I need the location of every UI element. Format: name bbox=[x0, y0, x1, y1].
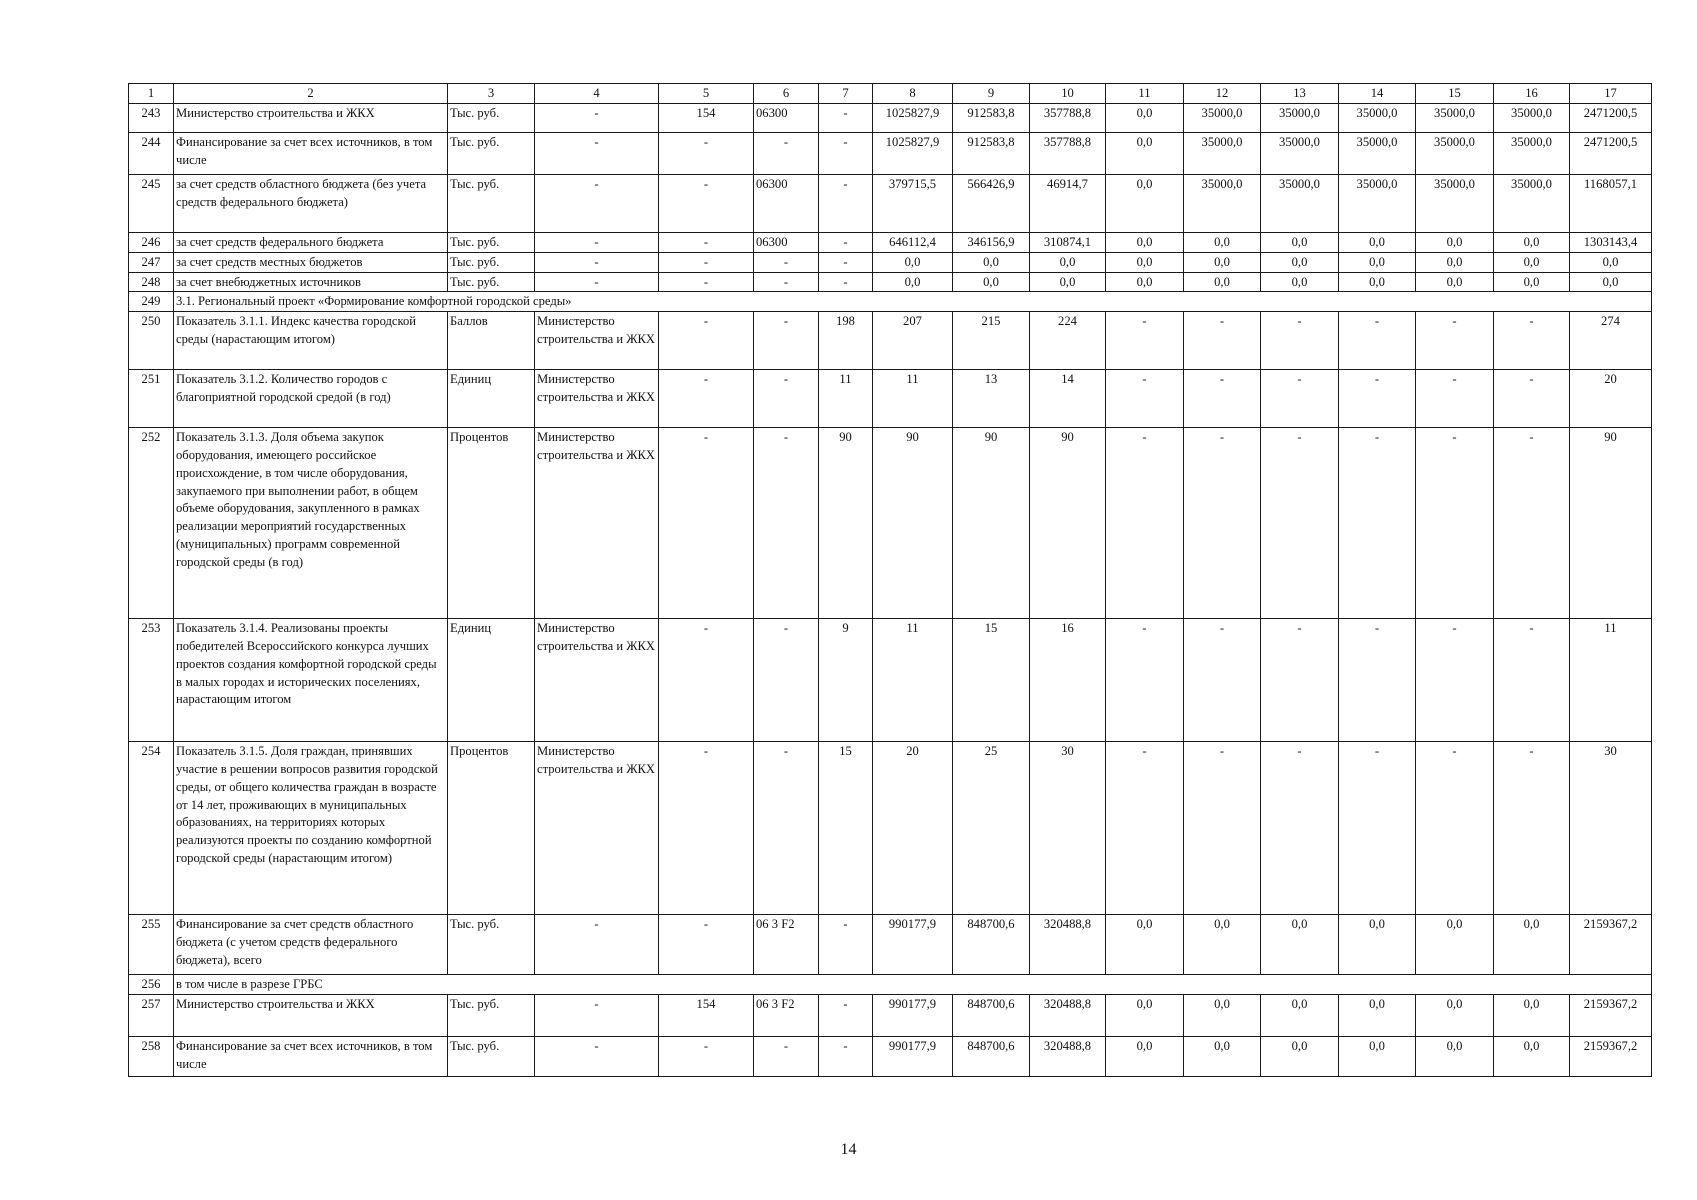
value-cell: 0,0 bbox=[1570, 272, 1652, 292]
column-number-header: 9 bbox=[953, 84, 1030, 104]
value-cell: 0,0 bbox=[1339, 994, 1416, 1036]
value-cell: 0,0 bbox=[873, 252, 953, 272]
column-number-header: 6 bbox=[754, 84, 819, 104]
value-cell: 0,0 bbox=[953, 272, 1030, 292]
value-cell: 35000,0 bbox=[1261, 133, 1339, 175]
value-cell: - bbox=[819, 175, 873, 233]
value-cell: - bbox=[1184, 619, 1261, 742]
value-cell: - bbox=[659, 428, 754, 619]
column-number-header: 14 bbox=[1339, 84, 1416, 104]
value-cell: 2159367,2 bbox=[1570, 994, 1652, 1036]
value-cell: 06300 bbox=[754, 175, 819, 233]
value-cell: 224 bbox=[1030, 312, 1106, 370]
value-cell: 9 bbox=[819, 619, 873, 742]
row-label-cell: Финансирование за счет всех источников, в том числе bbox=[174, 133, 448, 175]
table-header-row bbox=[129, 84, 1652, 104]
value-cell: - bbox=[659, 175, 754, 233]
responsible-cell: - bbox=[535, 104, 659, 133]
table-row bbox=[129, 104, 1652, 133]
value-cell: - bbox=[1416, 370, 1494, 428]
value-cell: - bbox=[659, 1036, 754, 1076]
value-cell: 0,0 bbox=[1494, 1036, 1570, 1076]
unit-cell: Тыс. руб. bbox=[448, 104, 535, 133]
unit-cell: Единиц bbox=[448, 370, 535, 428]
row-label-cell: Министерство строительства и ЖКХ bbox=[174, 994, 448, 1036]
value-cell: - bbox=[819, 233, 873, 253]
value-cell: 0,0 bbox=[1494, 915, 1570, 975]
column-number-header: 7 bbox=[819, 84, 873, 104]
column-number-header: 5 bbox=[659, 84, 754, 104]
value-cell: 990177,9 bbox=[873, 915, 953, 975]
value-cell: - bbox=[659, 742, 754, 915]
value-cell: 2159367,2 bbox=[1570, 915, 1652, 975]
value-cell: 0,0 bbox=[1261, 233, 1339, 253]
value-cell: 0,0 bbox=[1261, 915, 1339, 975]
data-table-container bbox=[128, 83, 1652, 1077]
value-cell: - bbox=[1339, 370, 1416, 428]
value-cell: 566426,9 bbox=[953, 175, 1030, 233]
value-cell: 320488,8 bbox=[1030, 1036, 1106, 1076]
value-cell: 35000,0 bbox=[1184, 175, 1261, 233]
value-cell: 30 bbox=[1030, 742, 1106, 915]
value-cell: - bbox=[659, 272, 754, 292]
table-row bbox=[129, 133, 1652, 175]
value-cell: 848700,6 bbox=[953, 915, 1030, 975]
value-cell: 20 bbox=[873, 742, 953, 915]
row-number-cell: 258 bbox=[129, 1036, 174, 1076]
value-cell: 357788,8 bbox=[1030, 104, 1106, 133]
value-cell: - bbox=[1339, 428, 1416, 619]
value-cell: 35000,0 bbox=[1416, 133, 1494, 175]
row-label-cell: Показатель 3.1.5. Доля граждан, принявших участие в решении вопросов развития городской среды, от общего количества граждан в возрасте от 14 лет, проживающих в муниципальных образованиях, на территориях которых реализуются проекты по созданию комфортной городской среды (нарастающим итогом) bbox=[174, 742, 448, 915]
value-cell: 0,0 bbox=[1106, 994, 1184, 1036]
column-number-header: 17 bbox=[1570, 84, 1652, 104]
section-heading-cell: 3.1. Региональный проект «Формирование комфортной городской среды» bbox=[174, 292, 1652, 312]
value-cell: 0,0 bbox=[1030, 272, 1106, 292]
value-cell: 90 bbox=[953, 428, 1030, 619]
row-label-cell: Финансирование за счет всех источников, в том числе bbox=[174, 1036, 448, 1076]
row-number-cell: 253 bbox=[129, 619, 174, 742]
value-cell: - bbox=[1106, 312, 1184, 370]
value-cell: 35000,0 bbox=[1339, 133, 1416, 175]
value-cell: - bbox=[754, 252, 819, 272]
value-cell: 16 bbox=[1030, 619, 1106, 742]
table-row bbox=[129, 272, 1652, 292]
value-cell: 15 bbox=[819, 742, 873, 915]
value-cell: 0,0 bbox=[1494, 272, 1570, 292]
row-number-cell: 255 bbox=[129, 915, 174, 975]
value-cell: - bbox=[1339, 619, 1416, 742]
column-number-header: 11 bbox=[1106, 84, 1184, 104]
unit-cell: Тыс. руб. bbox=[448, 1036, 535, 1076]
column-number-header: 10 bbox=[1030, 84, 1106, 104]
row-number-cell: 246 bbox=[129, 233, 174, 253]
unit-cell: Тыс. руб. bbox=[448, 252, 535, 272]
value-cell: - bbox=[1184, 742, 1261, 915]
unit-cell: Тыс. руб. bbox=[448, 915, 535, 975]
table-row bbox=[129, 975, 1652, 995]
value-cell: 215 bbox=[953, 312, 1030, 370]
value-cell: 15 bbox=[953, 619, 1030, 742]
table-row bbox=[129, 619, 1652, 742]
value-cell: - bbox=[1339, 312, 1416, 370]
column-number-header: 16 bbox=[1494, 84, 1570, 104]
row-label-cell: за счет внебюджетных источников bbox=[174, 272, 448, 292]
value-cell: - bbox=[659, 619, 754, 742]
value-cell: 35000,0 bbox=[1416, 104, 1494, 133]
row-label-cell: Показатель 3.1.3. Доля объема закупок оборудования, имеющего российское происхождение, в том числе оборудования, закупаемого при выполнении работ, в общем объеме оборудования, закупленного в рамках реализации мероприятий государственных (муниципальных) программ современной городской среды (в год) bbox=[174, 428, 448, 619]
table-row bbox=[129, 428, 1652, 619]
value-cell: - bbox=[1106, 619, 1184, 742]
unit-cell: Тыс. руб. bbox=[448, 994, 535, 1036]
value-cell: 154 bbox=[659, 994, 754, 1036]
responsible-cell: Министерство строительства и ЖКХ bbox=[535, 742, 659, 915]
value-cell: - bbox=[754, 428, 819, 619]
column-number-header: 4 bbox=[535, 84, 659, 104]
value-cell: 154 bbox=[659, 104, 754, 133]
value-cell: - bbox=[1416, 428, 1494, 619]
table-row bbox=[129, 292, 1652, 312]
value-cell: - bbox=[1416, 312, 1494, 370]
responsible-cell: - bbox=[535, 994, 659, 1036]
value-cell: 0,0 bbox=[1106, 175, 1184, 233]
value-cell: 90 bbox=[1570, 428, 1652, 619]
value-cell: 90 bbox=[1030, 428, 1106, 619]
value-cell: - bbox=[1339, 742, 1416, 915]
value-cell: - bbox=[754, 619, 819, 742]
row-number-cell: 252 bbox=[129, 428, 174, 619]
value-cell: 0,0 bbox=[1106, 233, 1184, 253]
value-cell: 0,0 bbox=[1106, 104, 1184, 133]
value-cell: - bbox=[819, 1036, 873, 1076]
value-cell: 0,0 bbox=[1416, 233, 1494, 253]
value-cell: - bbox=[1184, 370, 1261, 428]
value-cell: - bbox=[1494, 370, 1570, 428]
value-cell: 0,0 bbox=[1261, 1036, 1339, 1076]
row-label-cell: Министерство строительства и ЖКХ bbox=[174, 104, 448, 133]
value-cell: 310874,1 bbox=[1030, 233, 1106, 253]
value-cell: 990177,9 bbox=[873, 1036, 953, 1076]
value-cell: 35000,0 bbox=[1339, 104, 1416, 133]
row-number-cell: 245 bbox=[129, 175, 174, 233]
value-cell: 11 bbox=[1570, 619, 1652, 742]
column-number-header: 2 bbox=[174, 84, 448, 104]
value-cell: 11 bbox=[873, 619, 953, 742]
value-cell: 0,0 bbox=[1030, 252, 1106, 272]
responsible-cell: - bbox=[535, 915, 659, 975]
value-cell: - bbox=[819, 994, 873, 1036]
value-cell: 13 bbox=[953, 370, 1030, 428]
value-cell: 0,0 bbox=[1494, 994, 1570, 1036]
value-cell: 0,0 bbox=[1416, 994, 1494, 1036]
row-label-cell: Показатель 3.1.2. Количество городов с благоприятной городской средой (в год) bbox=[174, 370, 448, 428]
row-number-cell: 244 bbox=[129, 133, 174, 175]
value-cell: 912583,8 bbox=[953, 133, 1030, 175]
row-number-cell: 243 bbox=[129, 104, 174, 133]
row-number-cell: 257 bbox=[129, 994, 174, 1036]
value-cell: 357788,8 bbox=[1030, 133, 1106, 175]
table-row bbox=[129, 252, 1652, 272]
value-cell: 1303143,4 bbox=[1570, 233, 1652, 253]
value-cell: 0,0 bbox=[1184, 252, 1261, 272]
value-cell: 379715,5 bbox=[873, 175, 953, 233]
value-cell: 35000,0 bbox=[1339, 175, 1416, 233]
responsible-cell: Министерство строительства и ЖКХ bbox=[535, 312, 659, 370]
column-number-header: 12 bbox=[1184, 84, 1261, 104]
value-cell: 0,0 bbox=[1106, 1036, 1184, 1076]
value-cell: - bbox=[659, 370, 754, 428]
row-number-cell: 247 bbox=[129, 252, 174, 272]
row-label-cell: Показатель 3.1.1. Индекс качества городской среды (нарастающим итогом) bbox=[174, 312, 448, 370]
value-cell: 912583,8 bbox=[953, 104, 1030, 133]
value-cell: 0,0 bbox=[1416, 252, 1494, 272]
value-cell: 0,0 bbox=[953, 252, 1030, 272]
table-body bbox=[129, 84, 1652, 1077]
value-cell: 06 3 F2 bbox=[754, 994, 819, 1036]
value-cell: 35000,0 bbox=[1416, 175, 1494, 233]
value-cell: 90 bbox=[819, 428, 873, 619]
page-number: 14 bbox=[840, 1141, 857, 1158]
value-cell: 0,0 bbox=[1106, 252, 1184, 272]
row-label-cell: Финансирование за счет средств областного бюджета (с учетом средств федерального бюджета), всего bbox=[174, 915, 448, 975]
row-number-cell: 249 bbox=[129, 292, 174, 312]
value-cell: 35000,0 bbox=[1494, 104, 1570, 133]
table-row bbox=[129, 175, 1652, 233]
value-cell: - bbox=[1184, 312, 1261, 370]
value-cell: 20 bbox=[1570, 370, 1652, 428]
table-row bbox=[129, 1036, 1652, 1076]
value-cell: - bbox=[1494, 619, 1570, 742]
responsible-cell: Министерство строительства и ЖКХ bbox=[535, 619, 659, 742]
unit-cell: Единиц bbox=[448, 619, 535, 742]
value-cell: 06300 bbox=[754, 233, 819, 253]
value-cell: 0,0 bbox=[1106, 133, 1184, 175]
row-label-cell: Показатель 3.1.4. Реализованы проекты победителей Всероссийского конкурса лучших проектов создания комфортной городской среды в малых городах и исторических поселениях, нарастающим итогом bbox=[174, 619, 448, 742]
unit-cell: Процентов bbox=[448, 742, 535, 915]
value-cell: 0,0 bbox=[1184, 994, 1261, 1036]
value-cell: - bbox=[819, 272, 873, 292]
value-cell: 35000,0 bbox=[1184, 133, 1261, 175]
row-label-cell: за счет средств федерального бюджета bbox=[174, 233, 448, 253]
value-cell: - bbox=[754, 312, 819, 370]
value-cell: - bbox=[1494, 742, 1570, 915]
value-cell: 646112,4 bbox=[873, 233, 953, 253]
value-cell: 0,0 bbox=[1416, 272, 1494, 292]
value-cell: - bbox=[659, 252, 754, 272]
value-cell: 0,0 bbox=[1494, 233, 1570, 253]
responsible-cell: - bbox=[535, 1036, 659, 1076]
value-cell: - bbox=[1184, 428, 1261, 619]
value-cell: 990177,9 bbox=[873, 994, 953, 1036]
value-cell: 35000,0 bbox=[1494, 175, 1570, 233]
table-row bbox=[129, 312, 1652, 370]
value-cell: 346156,9 bbox=[953, 233, 1030, 253]
value-cell: - bbox=[1106, 742, 1184, 915]
value-cell: 06 3 F2 bbox=[754, 915, 819, 975]
value-cell: 0,0 bbox=[1494, 252, 1570, 272]
value-cell: - bbox=[1416, 742, 1494, 915]
value-cell: - bbox=[754, 1036, 819, 1076]
value-cell: 0,0 bbox=[1339, 272, 1416, 292]
value-cell: 0,0 bbox=[1184, 233, 1261, 253]
value-cell: 30 bbox=[1570, 742, 1652, 915]
value-cell: - bbox=[1106, 370, 1184, 428]
value-cell: 320488,8 bbox=[1030, 915, 1106, 975]
value-cell: 1168057,1 bbox=[1570, 175, 1652, 233]
data-table bbox=[128, 83, 1652, 1077]
row-number-cell: 254 bbox=[129, 742, 174, 915]
value-cell: - bbox=[659, 233, 754, 253]
section-heading-cell: в том числе в разрезе ГРБС bbox=[174, 975, 1652, 995]
value-cell: 0,0 bbox=[1184, 915, 1261, 975]
value-cell: 848700,6 bbox=[953, 994, 1030, 1036]
unit-cell: Тыс. руб. bbox=[448, 233, 535, 253]
value-cell: - bbox=[1261, 428, 1339, 619]
table-row bbox=[129, 915, 1652, 975]
row-number-cell: 248 bbox=[129, 272, 174, 292]
value-cell: - bbox=[819, 104, 873, 133]
value-cell: 1025827,9 bbox=[873, 104, 953, 133]
column-number-header: 15 bbox=[1416, 84, 1494, 104]
row-number-cell: 251 bbox=[129, 370, 174, 428]
value-cell: 0,0 bbox=[1261, 994, 1339, 1036]
unit-cell: Тыс. руб. bbox=[448, 133, 535, 175]
value-cell: - bbox=[659, 312, 754, 370]
column-number-header: 3 bbox=[448, 84, 535, 104]
value-cell: - bbox=[819, 252, 873, 272]
value-cell: 35000,0 bbox=[1494, 133, 1570, 175]
value-cell: 0,0 bbox=[1261, 272, 1339, 292]
value-cell: 11 bbox=[819, 370, 873, 428]
value-cell: 06300 bbox=[754, 104, 819, 133]
value-cell: - bbox=[819, 915, 873, 975]
row-number-cell: 250 bbox=[129, 312, 174, 370]
value-cell: - bbox=[754, 133, 819, 175]
value-cell: 0,0 bbox=[1339, 252, 1416, 272]
row-number-cell: 256 bbox=[129, 975, 174, 995]
value-cell: 1025827,9 bbox=[873, 133, 953, 175]
table-row bbox=[129, 994, 1652, 1036]
value-cell: 0,0 bbox=[1339, 233, 1416, 253]
value-cell: 2471200,5 bbox=[1570, 133, 1652, 175]
value-cell: 0,0 bbox=[873, 272, 953, 292]
value-cell: - bbox=[754, 742, 819, 915]
table-row bbox=[129, 233, 1652, 253]
responsible-cell: - bbox=[535, 233, 659, 253]
value-cell: - bbox=[754, 370, 819, 428]
unit-cell: Процентов bbox=[448, 428, 535, 619]
value-cell: 0,0 bbox=[1261, 252, 1339, 272]
value-cell: 848700,6 bbox=[953, 1036, 1030, 1076]
value-cell: 0,0 bbox=[1184, 1036, 1261, 1076]
value-cell: - bbox=[1261, 370, 1339, 428]
row-label-cell: за счет средств областного бюджета (без учета средств федерального бюджета) bbox=[174, 175, 448, 233]
value-cell: - bbox=[1494, 428, 1570, 619]
responsible-cell: - bbox=[535, 272, 659, 292]
value-cell: 0,0 bbox=[1339, 1036, 1416, 1076]
value-cell: - bbox=[1261, 312, 1339, 370]
table-row bbox=[129, 742, 1652, 915]
value-cell: 207 bbox=[873, 312, 953, 370]
value-cell: - bbox=[659, 915, 754, 975]
value-cell: 0,0 bbox=[1184, 272, 1261, 292]
value-cell: - bbox=[819, 133, 873, 175]
value-cell: 0,0 bbox=[1106, 915, 1184, 975]
value-cell: 0,0 bbox=[1416, 1036, 1494, 1076]
value-cell: 198 bbox=[819, 312, 873, 370]
responsible-cell: - bbox=[535, 175, 659, 233]
column-number-header: 8 bbox=[873, 84, 953, 104]
value-cell: 0,0 bbox=[1570, 252, 1652, 272]
responsible-cell: - bbox=[535, 252, 659, 272]
unit-cell: Тыс. руб. bbox=[448, 175, 535, 233]
value-cell: 2159367,2 bbox=[1570, 1036, 1652, 1076]
value-cell: 0,0 bbox=[1106, 272, 1184, 292]
value-cell: 35000,0 bbox=[1261, 175, 1339, 233]
value-cell: - bbox=[1261, 619, 1339, 742]
column-number-header: 1 bbox=[129, 84, 174, 104]
value-cell: 90 bbox=[873, 428, 953, 619]
value-cell: 25 bbox=[953, 742, 1030, 915]
value-cell: 35000,0 bbox=[1184, 104, 1261, 133]
value-cell: - bbox=[754, 272, 819, 292]
responsible-cell: Министерство строительства и ЖКХ bbox=[535, 370, 659, 428]
row-label-cell: за счет средств местных бюджетов bbox=[174, 252, 448, 272]
value-cell: 320488,8 bbox=[1030, 994, 1106, 1036]
value-cell: 46914,7 bbox=[1030, 175, 1106, 233]
value-cell: 0,0 bbox=[1416, 915, 1494, 975]
value-cell: - bbox=[1261, 742, 1339, 915]
column-number-header: 13 bbox=[1261, 84, 1339, 104]
value-cell: 35000,0 bbox=[1261, 104, 1339, 133]
value-cell: - bbox=[1106, 428, 1184, 619]
value-cell: - bbox=[1494, 312, 1570, 370]
value-cell: 274 bbox=[1570, 312, 1652, 370]
unit-cell: Баллов bbox=[448, 312, 535, 370]
value-cell: - bbox=[659, 133, 754, 175]
value-cell: 2471200,5 bbox=[1570, 104, 1652, 133]
responsible-cell: - bbox=[535, 133, 659, 175]
value-cell: 11 bbox=[873, 370, 953, 428]
responsible-cell: Министерство строительства и ЖКХ bbox=[535, 428, 659, 619]
value-cell: - bbox=[1416, 619, 1494, 742]
unit-cell: Тыс. руб. bbox=[448, 272, 535, 292]
value-cell: 14 bbox=[1030, 370, 1106, 428]
value-cell: 0,0 bbox=[1339, 915, 1416, 975]
table-row bbox=[129, 370, 1652, 428]
